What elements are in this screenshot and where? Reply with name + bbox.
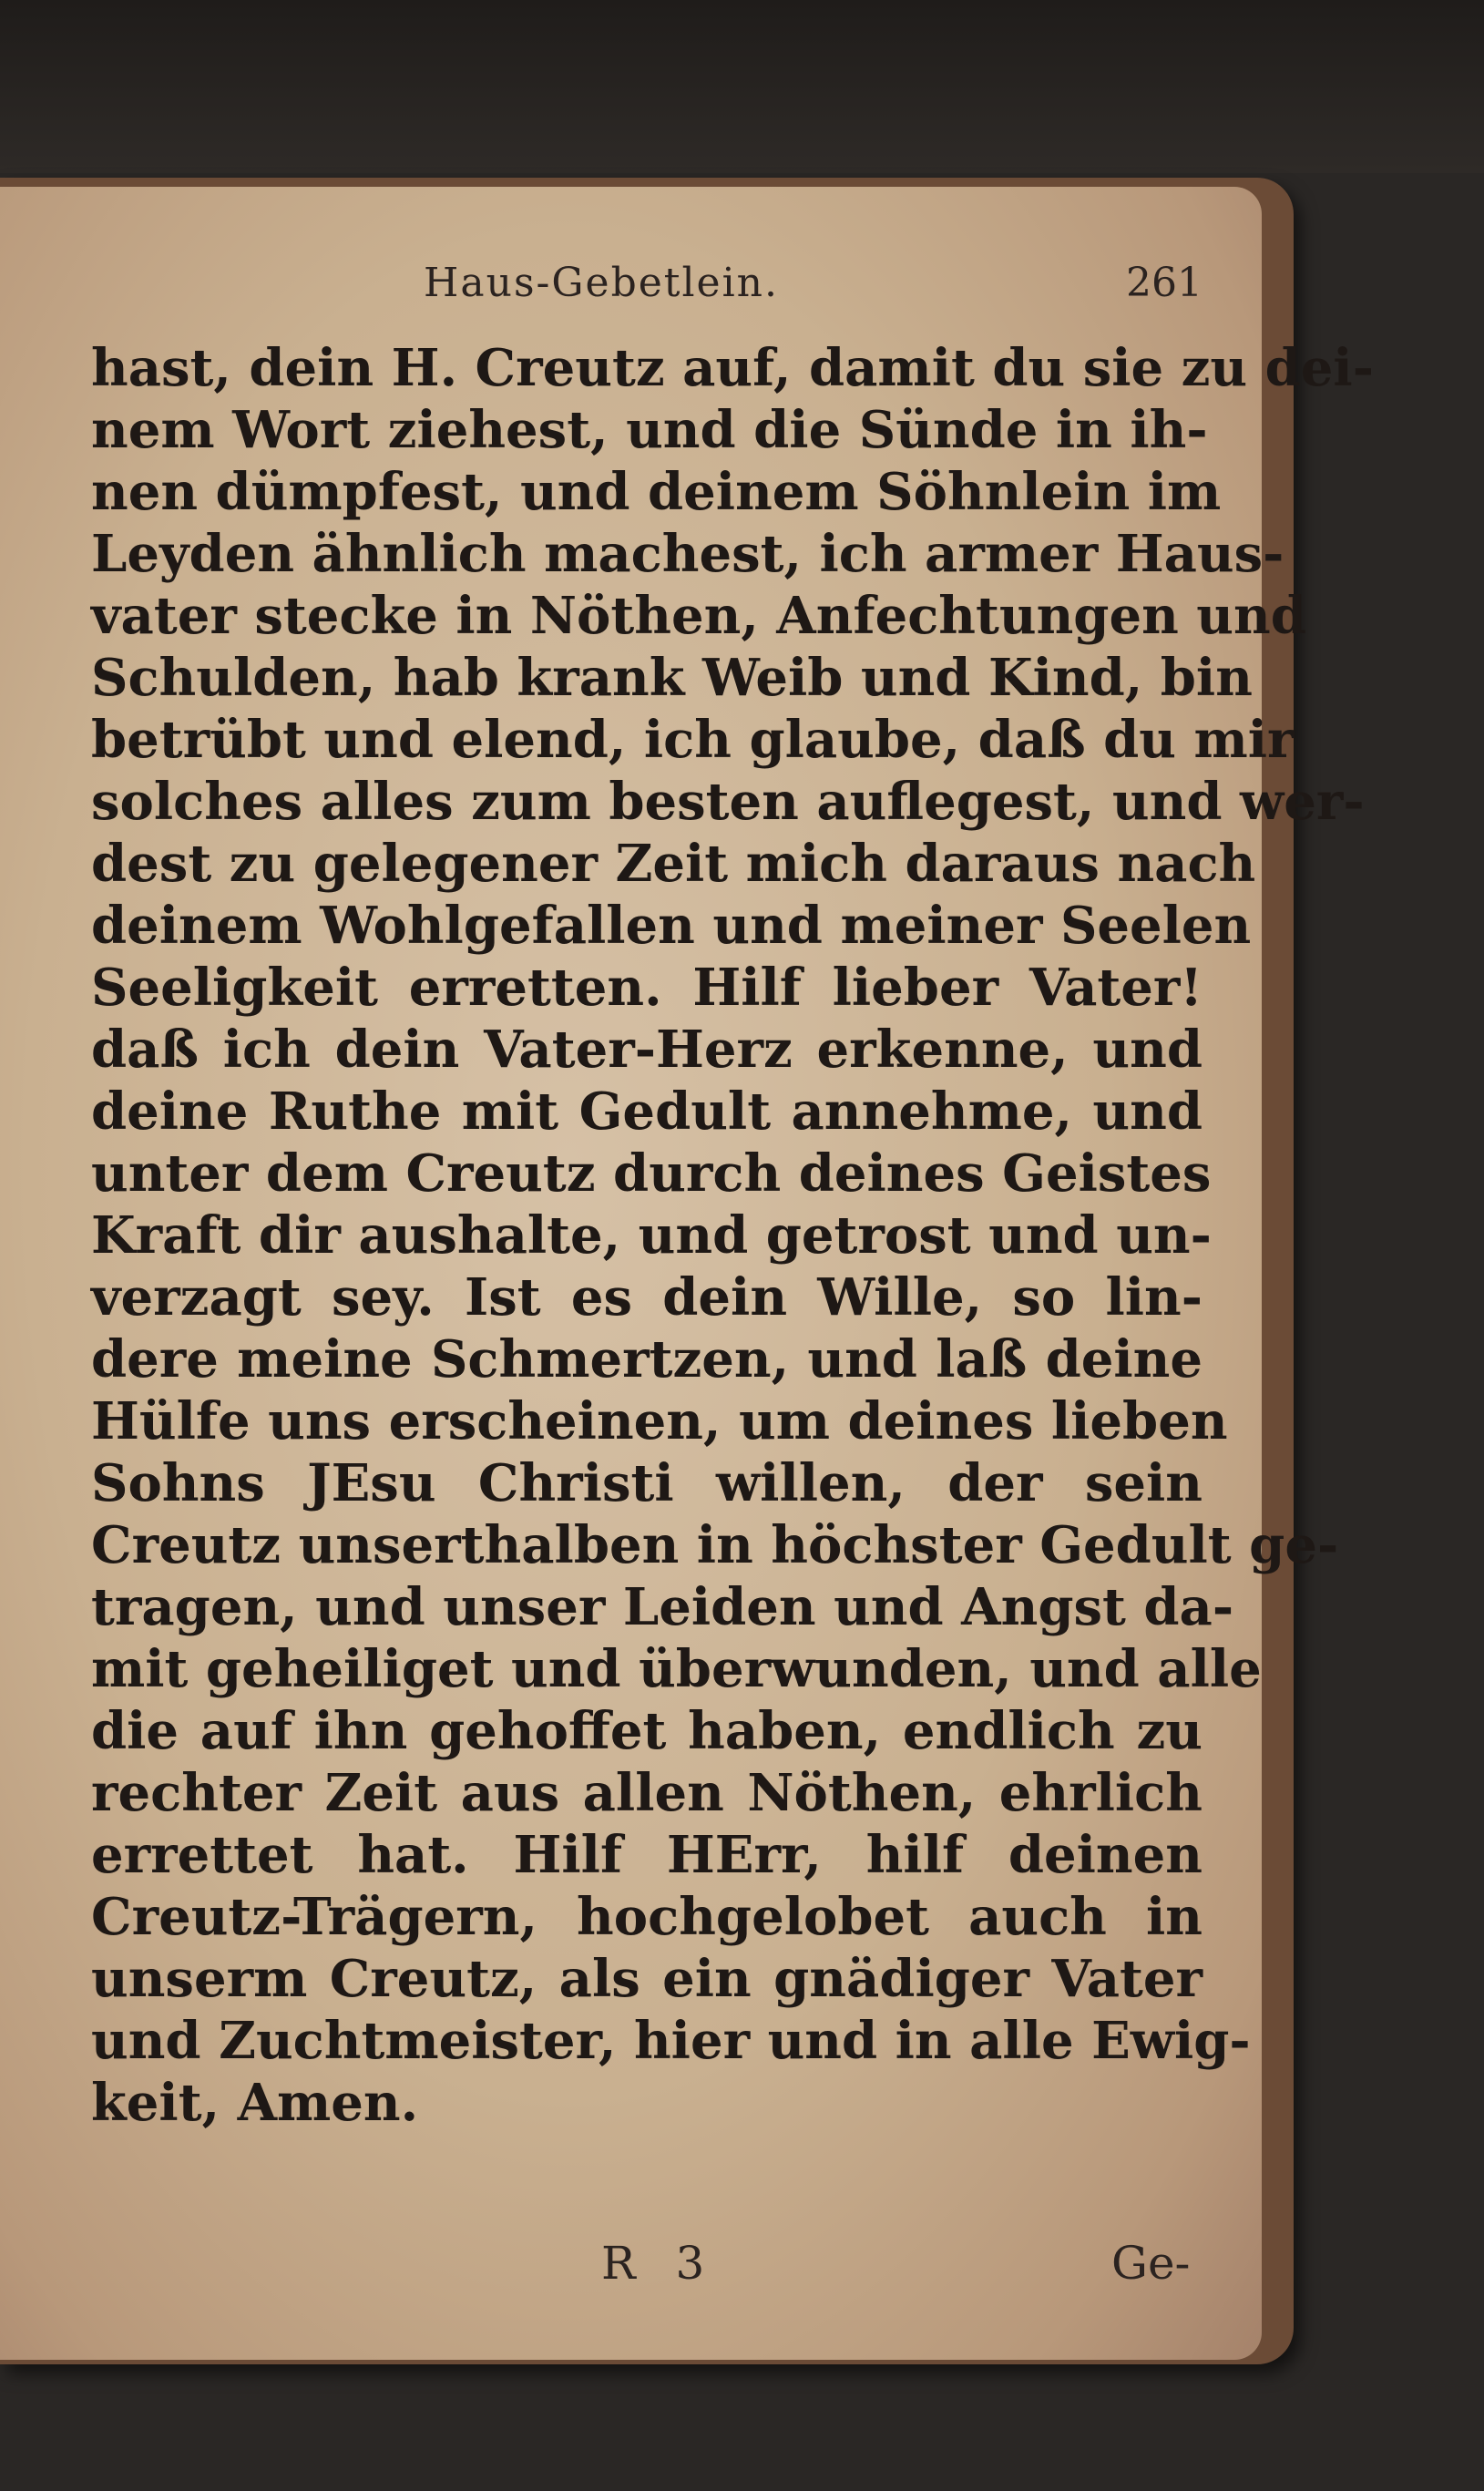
- text-line: Kraft dir aushalte, und getrost und un-: [91, 1205, 1212, 1266]
- text-line: Seeligkeit erretten. Hilf lieber Vater!: [91, 958, 1203, 1018]
- text-line: verzagt sey. Ist es dein Wille, so lin-: [91, 1267, 1203, 1328]
- signature-mark: R 3: [601, 2237, 718, 2290]
- text-line: daß ich dein Vater-Herz erkenne, und: [91, 1020, 1203, 1080]
- text-line: Creutz unserthalben in höchster Gedult ge-: [91, 1515, 1339, 1575]
- text-line: mit geheiliget und überwunden, und alle: [91, 1639, 1262, 1699]
- text-line: nem Wort ziehest, und die Sünde in ih-: [91, 400, 1208, 460]
- text-line: die auf ihn gehoffet haben, endlich zu: [91, 1701, 1203, 1761]
- catchword: Ge-: [1111, 2237, 1191, 2290]
- running-head-title: Haus-Gebetlein.: [424, 260, 779, 306]
- text-line: dere meine Schmertzen, und laß deine: [91, 1329, 1203, 1389]
- backdrop: [0, 0, 1484, 173]
- text-line: nen dümpfest, und deinem Söhnlein im: [91, 462, 1222, 522]
- text-line: tragen, und unser Leiden und Angst da-: [91, 1577, 1234, 1637]
- text-line: unserm Creutz, als ein gnädiger Vater: [91, 1949, 1203, 2009]
- text-line: rechter Zeit aus allen Nöthen, ehrlich: [91, 1763, 1203, 1823]
- text-line: Hülfe uns erscheinen, um deines lieben: [91, 1391, 1228, 1451]
- text-line: betrübt und elend, ich glaube, daß du mir: [91, 710, 1295, 770]
- text-line: dest zu gelegener Zeit mich daraus nach: [91, 834, 1256, 894]
- text-line: und Zuchtmeister, hier und in alle Ewig-: [91, 2011, 1251, 2071]
- text-line: Schulden, hab krank Weib und Kind, bin: [91, 648, 1253, 708]
- text-line: keit, Amen.: [91, 2073, 419, 2133]
- text-line: solches alles zum besten auflegest, und wer-: [91, 772, 1365, 832]
- text-line: deine Ruthe mit Gedult annehme, und: [91, 1081, 1203, 1142]
- text-line: errettet hat. Hilf HErr, hilf deinen: [91, 1825, 1203, 1885]
- running-head: [0, 260, 1484, 314]
- text-line: Creutz-Trägern, hochgelobet auch in: [91, 1887, 1203, 1947]
- text-line: vater stecke in Nöthen, Anfechtungen und: [91, 586, 1306, 646]
- text-line: deinem Wohlgefallen und meiner Seelen: [91, 896, 1252, 956]
- text-line: unter dem Creutz durch deines Geistes: [91, 1143, 1212, 1204]
- text-line: Leyden ähnlich machest, ich armer Haus-: [91, 524, 1284, 584]
- text-line: hast, dein H. Creutz auf, damit du sie zu dei-: [91, 338, 1374, 398]
- text-line: Sohns JEsu Christi willen, der sein: [91, 1453, 1203, 1513]
- body-text: [91, 337, 1374, 2134]
- page-number: 261: [1126, 260, 1203, 306]
